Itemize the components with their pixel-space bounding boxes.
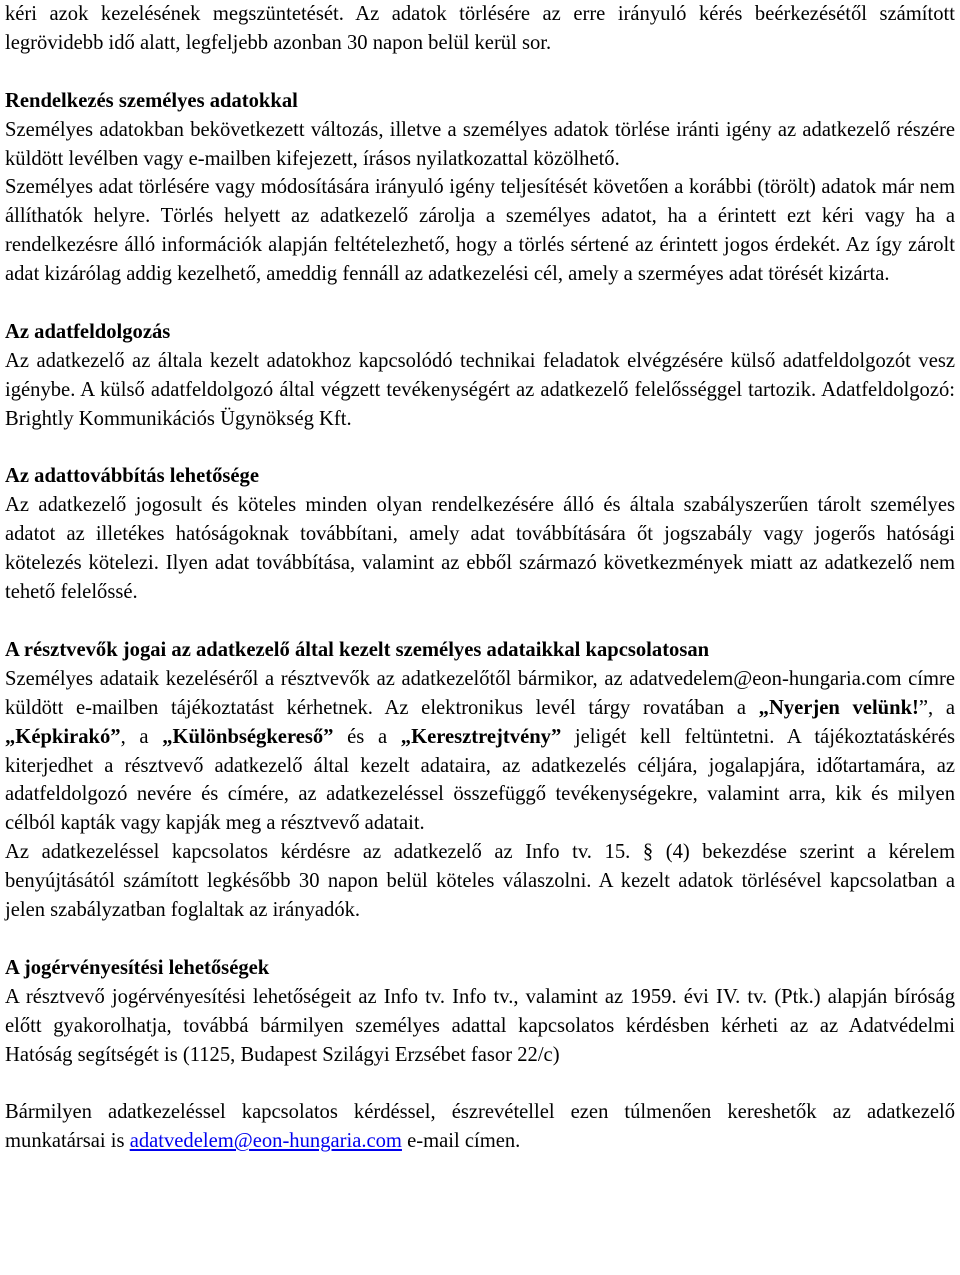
text-run: jeligét kell feltüntetni. A tájékoztatáskérés kiterjedhet a résztvevő adatkezelő által kezelt adataira, az adatkezelés céljára, jogalapjára, időtartamára, az adatfeldolgozó nevére és címére, az adatkezeléssel összefüggő tevékenységekre, valamint arra, kik és milyen célból kapták vagy kapják meg a résztvevő adatait. bbox=[5, 725, 955, 835]
text-run: , a bbox=[120, 725, 163, 748]
spacer bbox=[5, 434, 955, 463]
bold-keyword-kulonbsegkereso: „Különbségkereső” bbox=[162, 725, 334, 748]
section-heading-rendelkezes: Rendelkezés személyes adatokkal bbox=[5, 89, 298, 112]
text-run: és a bbox=[333, 725, 401, 748]
spacer bbox=[5, 607, 955, 636]
intro-paragraph: kéri azok kezelésének megszüntetését. Az adatok törlésére az erre irányuló kérés beérkezésétől számított legrövidebb idő alatt, legfeljebb azonban 30 napon belül kerül sor. bbox=[5, 3, 955, 54]
text-run: e-mail címen. bbox=[401, 1130, 521, 1153]
document-page bbox=[5, 0, 955, 1156]
section-heading-jogervenyesites: A jogérvényesítési lehetőségek bbox=[5, 956, 270, 979]
section-heading-adattovabbitas: Az adattovábbítás lehetősége bbox=[5, 465, 259, 488]
paragraph-rendelkezes-2: Személyes adat törlésére vagy módosítására irányuló igény teljesítését követően a korábbi (törölt) adatok már nem állíthatók helyre. Törlés helyett az adatkezelő zárolja a személyes adatot, ha a érintett ezt kéri vagy ha a rendelkezésre álló információk alapján feltételezhető, hogy a törlés sértené az érintett jogos érdekét. Az így zárolt adat kizárólag addig kezelhető, ameddig fennáll az adatkezelési cél, amely a szerméyes adat törését kizárta. bbox=[5, 176, 955, 286]
spacer bbox=[5, 1069, 955, 1098]
paragraph-adatfeldolgozas-1: Az adatkezelő az általa kezelt adatokhoz kapcsolódó technikai feladatok elvégzésére külső adatfeldolgozót vesz igénybe. A külső adatfeldolgozó által végzett tevékenységért az adatkezelő felelősséggel tartozik. Adatfeldolgozó: Brightly Kommunikációs Ügynökség Kft. bbox=[5, 349, 955, 430]
text-run: Személyes adataik kezeléséről a résztvevők az adatkezelőtől bármikor, az adatvedelem@eon-hungaria.com címre küldött e-mailben tájékoztatást kérhetnek. Az elektronikus levél tárgy rovatában a bbox=[5, 667, 955, 719]
text-run: Bármilyen adatkezeléssel kapcsolatos kérdéssel, észrevétellel ezen túlmenően kereshetők az adatkezelő munkatársai is bbox=[5, 1101, 955, 1153]
paragraph-closing bbox=[5, 1098, 955, 1156]
paragraph-adattovabbitas-1: Az adatkezelő jogosult és köteles minden olyan rendelkezésére álló és általa szabályszerűen tárolt személyes adatot az illetékes hatóságoknak továbbítani, amely adat továbbítására őt jogszabály vagy jogerős hatósági kötelezés kötelezi. Ilyen adat továbbítása, valamint az ebből származó következmények miatt az adatkezelő nem tehető felelőssé. bbox=[5, 494, 955, 604]
bold-keyword-kepkirako: „Képkirakó” bbox=[5, 725, 121, 748]
bold-keyword-keresztrejtveny: „Keresztrejtvény” bbox=[400, 725, 562, 748]
text-run: ”, a bbox=[918, 696, 955, 719]
paragraph-jogai-1 bbox=[5, 665, 955, 838]
email-link[interactable]: adatvedelem@eon-hungaria.com bbox=[129, 1130, 402, 1153]
bold-keyword-nyerjen: „Nyerjen velünk! bbox=[758, 696, 919, 719]
section-heading-jogai: A résztvevők jogai az adatkezelő által kezelt személyes adataikkal kapcsolatosan bbox=[5, 638, 710, 661]
section-heading-adatfeldolgozas: Az adatfeldolgozás bbox=[5, 320, 171, 343]
paragraph-jogai-2: Az adatkezeléssel kapcsolatos kérdésre az adatkezelő az Info tv. 15. § (4) bekezdése szerint a kérelem benyújtásától számított legkésőbb 30 napon belül köteles válaszolni. A kezelt adatok törlésével kapcsolatban a jelen szabályzatban foglaltak az irányadók. bbox=[5, 841, 955, 922]
spacer bbox=[5, 925, 955, 954]
spacer bbox=[5, 58, 955, 87]
paragraph-rendelkezes-1: Személyes adatokban bekövetkezett változás, illetve a személyes adatok törlése iránti igény az adatkezelő részére küldött levélben vagy e-mailben kifejezett, írásos nyilatkozattal közölhető. bbox=[5, 118, 955, 170]
spacer bbox=[5, 289, 955, 318]
paragraph-jogervenyesites-1: A résztvevő jogérvényesítési lehetőségeit az Info tv. Info tv., valamint az 1959. évi IV. tv. (Ptk.) alapján bíróság előtt gyakorolhatja, továbbá bármilyen személyes adattal kapcsolatos kérdésben kérheti az az Adatvédelmi Hatóság segítségét is (1125, Budapest Szilágyi Erzsébet fasor 22/c) bbox=[5, 985, 955, 1066]
